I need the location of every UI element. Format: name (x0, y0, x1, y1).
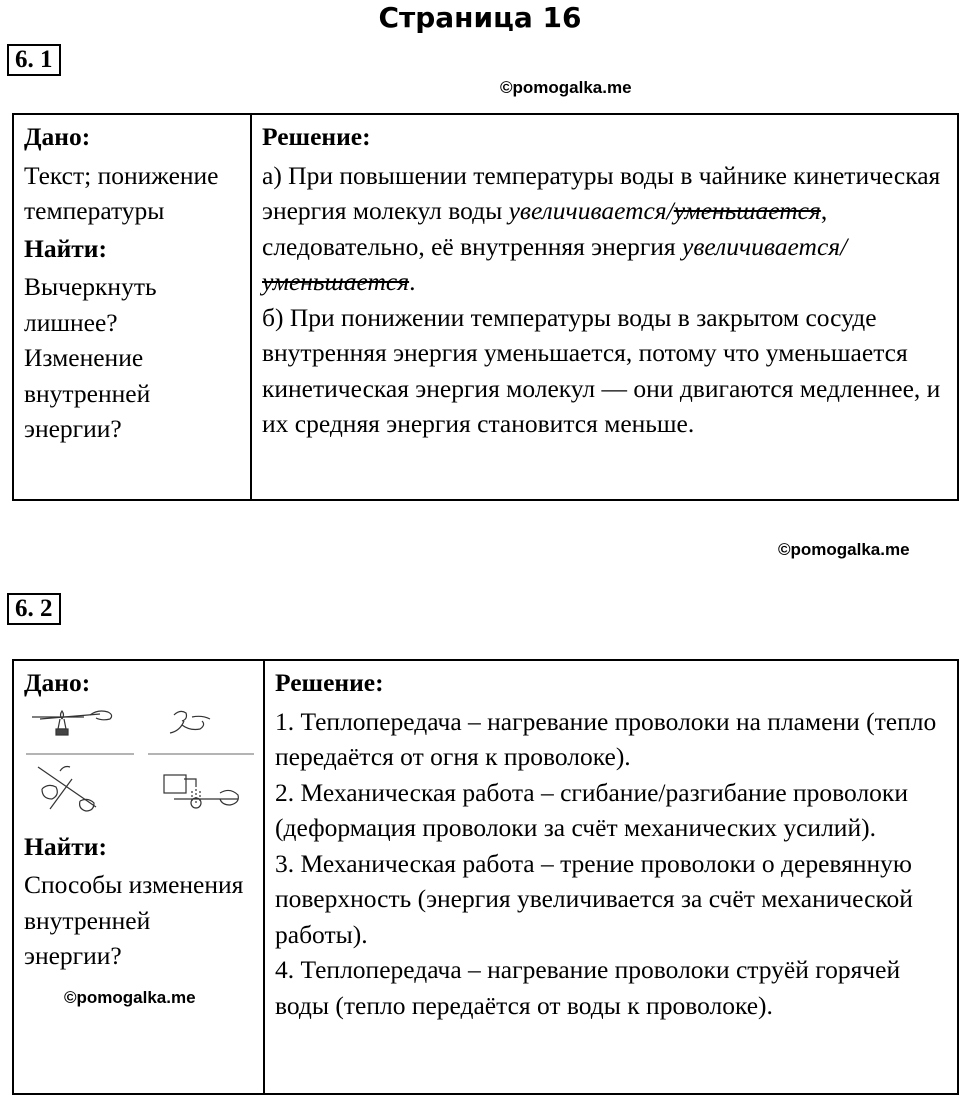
wire-flame-icon (26, 711, 134, 754)
find-heading: Найти: (24, 233, 107, 263)
find-text-2: Способы изменения внутренней энергии? (24, 870, 244, 970)
solution-step-2: 2. Механическая работа – сгибание/разгибание проволоки (деформация проволоки за счёт механических усилий). (275, 777, 908, 842)
watermark-top: ©pomogalka.me (500, 78, 632, 97)
solution-column (251, 114, 958, 500)
part-a-text-2: , следовательно, её внутренняя энергия (262, 196, 828, 261)
wire-rubbing-icon (38, 766, 96, 811)
part-a-end: . (409, 267, 416, 296)
page-title: Страница 16 (378, 1, 582, 34)
solution-column-2 (264, 660, 958, 1094)
watermark-middle: ©pomogalka.me (778, 540, 910, 559)
find-text: Вычеркнуть лишнее? Изменение внутренней энергии? (24, 272, 157, 443)
task-number-6-1: 6. 1 (7, 44, 61, 76)
task-number-6-2: 6. 2 (7, 593, 61, 625)
wire-hot-water-icon (164, 775, 238, 808)
solution-step-4: 4. Теплопередача – нагревание проволоки струёй горячей воды (тепло передаётся от воды к проволоке). (275, 955, 901, 1020)
given-text: Текст; понижение температуры (24, 160, 219, 225)
struck-word-2: уменьшается (262, 267, 410, 296)
solution-step-3: 3. Механическая работа – трение проволоки о деревянную поверхность (энергия увеличивается за счёт механической работы). (275, 848, 913, 949)
task-6-1-table (12, 113, 959, 501)
watermark-bottom: ©pomogalka.me (64, 987, 196, 1007)
solution-heading: Решение: (262, 122, 371, 151)
wire-bending-icon (148, 711, 254, 754)
given-column (13, 114, 251, 500)
find-heading-2: Найти: (24, 831, 107, 861)
solution-step-1: 1. Теплопередача – нагревание проволоки на пламени (тепло передаётся от огня к проволоке). (275, 706, 937, 771)
given-heading: Дано: (24, 122, 91, 151)
solution-part-b: б) При понижении температуры воды в закрытом сосуде внутренняя энергия уменьшается, потому что уменьшается кинетическая энергия молекул — они двигаются медленнее, и их средняя энергия становится меньше. (262, 302, 941, 438)
given-heading-2: Дано: (24, 668, 91, 697)
task-6-2-table (12, 659, 959, 1095)
struck-word: уменьшается (673, 196, 821, 225)
wire-experiments-illustration (24, 705, 256, 823)
solution-part-a (262, 158, 947, 300)
given-column-2 (13, 660, 264, 1094)
solution-heading-2: Решение: (275, 668, 384, 697)
given-illustrations (24, 705, 256, 823)
kept-word-2: увеличивается/ (682, 231, 848, 261)
kept-word: увеличивается/ (508, 196, 674, 225)
part-a-text-1: а) При повышении температуры воды в чайнике кинетическая энергия молекул воды (262, 160, 941, 225)
